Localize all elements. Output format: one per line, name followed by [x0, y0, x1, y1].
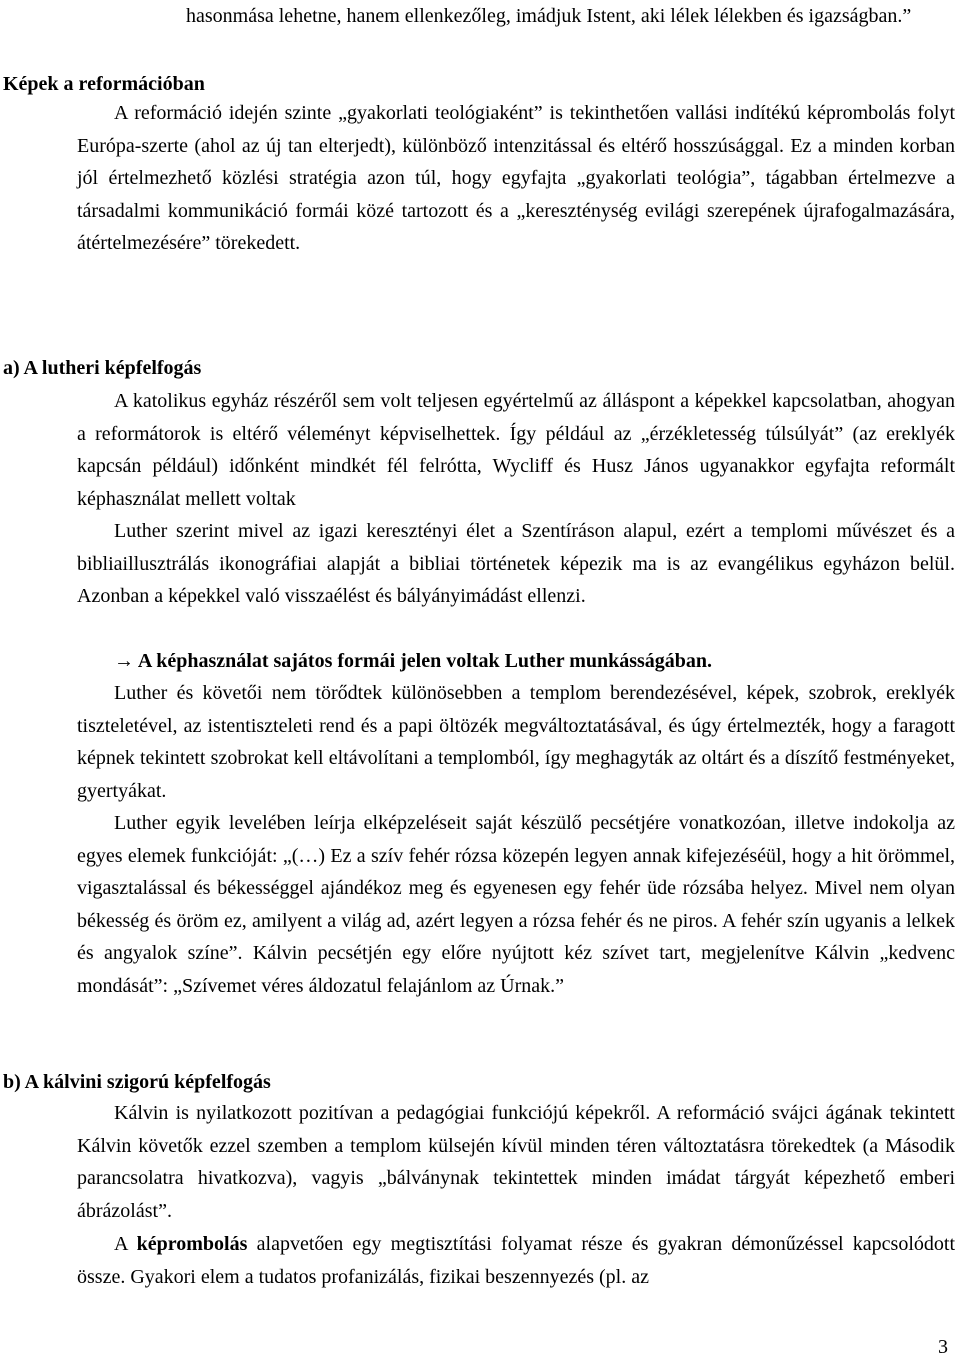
- section-main-paragraph: A reformáció idején szinte „gyakorlati teológiaként” is tekinthetően vallási indítékú képrombolás folyt Európa-szerte (ahol az új tan elterjedt), különböző intenzitással és eltérő hosszúsággal. Ez a minden korban jól értelmezhető közlési stratégia azon túl, hogy egyfajta „gyakorlati teológia”, tágabban értelmezve a társadalmi kommunikáció formái közé tartozott és a „kereszténység evilági szerepének újrafogalmazására, átértelmezésére” törekedett.: [77, 102, 955, 255]
- kalvini-p2-lead: A: [114, 1233, 137, 1255]
- section-title-kalvini: b) A kálvini szigorú képfelfogás: [3, 1071, 271, 1093]
- section-title-lutheri: a) A lutheri képfelfogás: [3, 357, 202, 379]
- section-title-kepek: Képek a reformációban: [3, 73, 205, 95]
- keyword-keprombolas: képrombolás: [136, 1233, 248, 1255]
- kalvini-p2-rest: alapvetően egy megtisztítási folyamat része és gyakran démonűzéssel kapcsolódott össze. Gyakori elem a tudatos profanizálás, fizikai beszennyezés (pl. az: [77, 1233, 955, 1288]
- emphasis-line: [114, 645, 712, 677]
- emphasis-text: A képhasználat sajátos formái jelen voltak Luther munkásságában.: [137, 650, 713, 672]
- kalvini-paragraph-1: Kálvin is nyilatkozott pozitívan a pedagógiai funkciójú képekről. A reformáció svájci ágának tekintett Kálvin követők ezzel szemben a templom külsején kívül minden téren változtatásra törekedtek (a Második parancsolatra hivatkozva), vagyis „bálványnak tekintettek minden imádat tárgyát képezhető emberi ábrázolást”.: [77, 1102, 955, 1222]
- kalvini-paragraph-2: [77, 1228, 955, 1293]
- arrow-icon: →: [114, 650, 134, 672]
- intro-paragraph: hasonmása lehetne, hanem ellenkezőleg, imádjuk Istent, aki lélek lélekben és igazságban.”: [186, 5, 912, 27]
- lutheri-paragraph-1: A katolikus egyház részéről sem volt teljesen egyértelmű az álláspont a képekkel kapcsolatban, ahogyan a reformátorok is eltérő véleményt képviselhettek. Így például az „érzékletesség túlsúlyát” (az ereklyék kapcsán például) időnként mindkét fél felrótta, Wycliff és Husz János ugyanakkor egyfajta reformált képhasználat mellett voltak: [77, 390, 955, 510]
- page-number: 3: [938, 1336, 948, 1358]
- lutheri-paragraph-4: Luther egyik levelében leírja elképzeléseit saját készülő pecsétjére vonatkozóan, illetve indokolja az egyes elemek funkcióját: „(…) Ez a szív fehér rózsa közepén legyen annak kifejezéséül, hogy a hit örömmel, vigasztalással és békességgel ajándékoz meg és egyenesen egy fehér üde rózsába helyez. Mivel nem olyan békesség és öröm ez, amilyent a világ ad, azért legyen a rózsa fehér és ne piros. A fehér szín ugyanis a lelkek és angyalok színe”. Kálvin pecsétjén egy előre nyújtott kéz szívet tart, megjelenítve Kálvin „kedvenc mondását”: „Szívemet véres áldozatul felajánlom az Úrnak.”: [77, 812, 955, 997]
- lutheri-paragraph-2: Luther szerint mivel az igazi keresztényi élet a Szentíráson alapul, ezért a templomi művészet és a bibliaillusztrálás ikonográfiai alapját a bibliai történetek képezik ma is az evangélikus egyházon belül. Azonban a képekkel való visszaélést és bályányimádást ellenzi.: [77, 520, 955, 608]
- lutheri-paragraph-3: Luther és követői nem törődtek különösebben a templom berendezésével, képek, szobrok, ereklyék tiszteletével, az istentiszteleti rend és a papi öltözék megváltoztatásával, és úgy értelmezték, hogy a faragott képnek tekintett szobrokat kell eltávolítani a templomból, így meghagyták az oltárt és a díszítő festményeket, gyertyákat.: [77, 682, 955, 802]
